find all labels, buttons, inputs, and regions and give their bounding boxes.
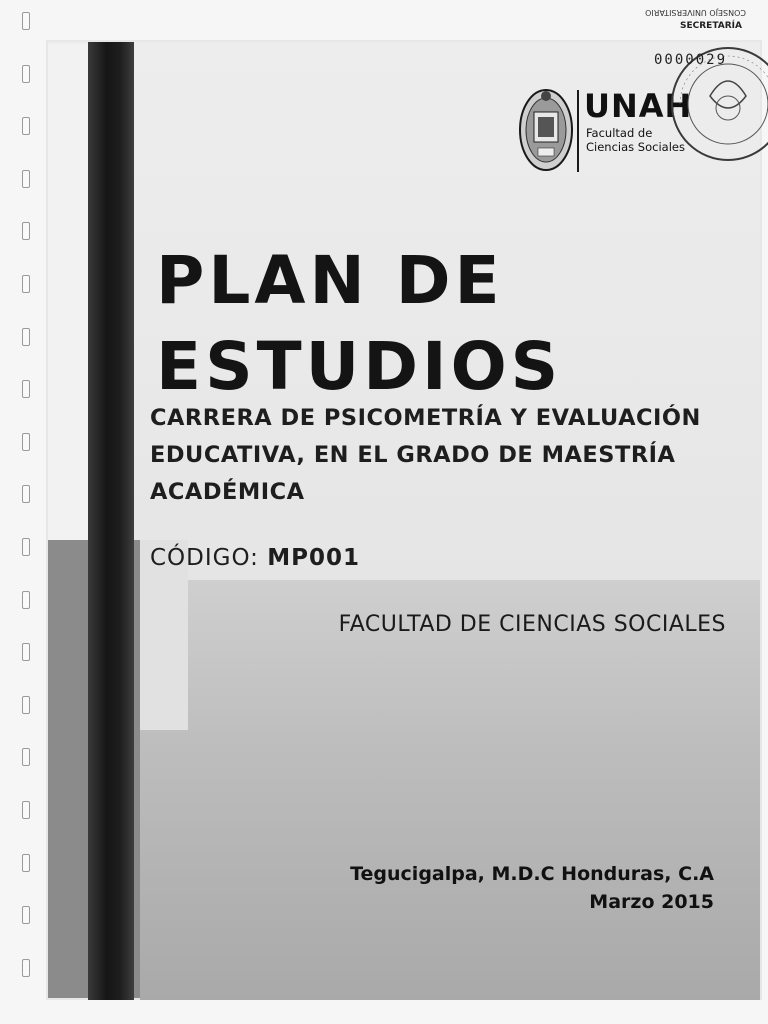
subtitle-line: CARRERA DE PSICOMETRÍA Y EVALUACIÓN	[150, 405, 701, 431]
binding-hole	[22, 275, 30, 293]
binding-hole	[22, 854, 30, 872]
cover-gray-panel	[140, 580, 760, 1000]
university-stamp	[640, 0, 768, 196]
binding-hole	[22, 959, 30, 977]
svg-text:CONSEJO UNIVERSITARIO: CONSEJO UNIVERSITARIO	[645, 8, 746, 17]
subtitle-line: ACADÉMICA	[150, 479, 305, 505]
cover-black-bar	[88, 42, 134, 1000]
logo-subtitle-line: Facultad de	[586, 126, 653, 140]
binding-hole	[22, 748, 30, 766]
cover-left-strip	[48, 44, 88, 540]
binding-hole	[22, 538, 30, 556]
binding-hole	[22, 801, 30, 819]
binding-hole	[22, 906, 30, 924]
logo-divider	[577, 90, 579, 172]
unah-seal-icon	[516, 84, 576, 180]
stamp-number: 0000029	[654, 52, 728, 68]
binding-hole	[22, 222, 30, 240]
title-line: PLAN DE	[156, 242, 504, 319]
binding-hole	[22, 643, 30, 661]
logo-subtitle-line: Ciencias Sociales	[586, 140, 685, 154]
date-text: Marzo 2015	[589, 891, 714, 913]
binding-hole	[22, 696, 30, 714]
binding-hole	[22, 170, 30, 188]
title-line: ESTUDIOS	[156, 328, 563, 405]
place-and-date	[350, 860, 714, 916]
binding-hole	[22, 12, 30, 30]
place-text: Tegucigalpa, M.D.C Honduras, C.A	[350, 863, 714, 885]
code-value: MP001	[267, 545, 361, 571]
binding-hole	[22, 380, 30, 398]
svg-text:SECRETARÍA: SECRETARÍA	[680, 21, 742, 31]
document-subtitle	[150, 400, 750, 511]
document-title	[156, 238, 562, 410]
binding-hole	[22, 485, 30, 503]
faculty-name: FACULTAD DE CIENCIAS SOCIALES	[338, 612, 726, 637]
code-label: CÓDIGO:	[150, 545, 259, 571]
subtitle-line: EDUCATIVA, EN EL GRADO DE MAESTRÍA	[150, 442, 676, 468]
binding-hole	[22, 117, 30, 135]
binding-hole	[22, 65, 30, 83]
binding-hole	[22, 433, 30, 451]
binding-hole	[22, 591, 30, 609]
binding-hole	[22, 328, 30, 346]
binding-holes	[22, 0, 36, 1024]
logo-name: UNAH	[584, 87, 693, 125]
program-code	[150, 538, 360, 578]
